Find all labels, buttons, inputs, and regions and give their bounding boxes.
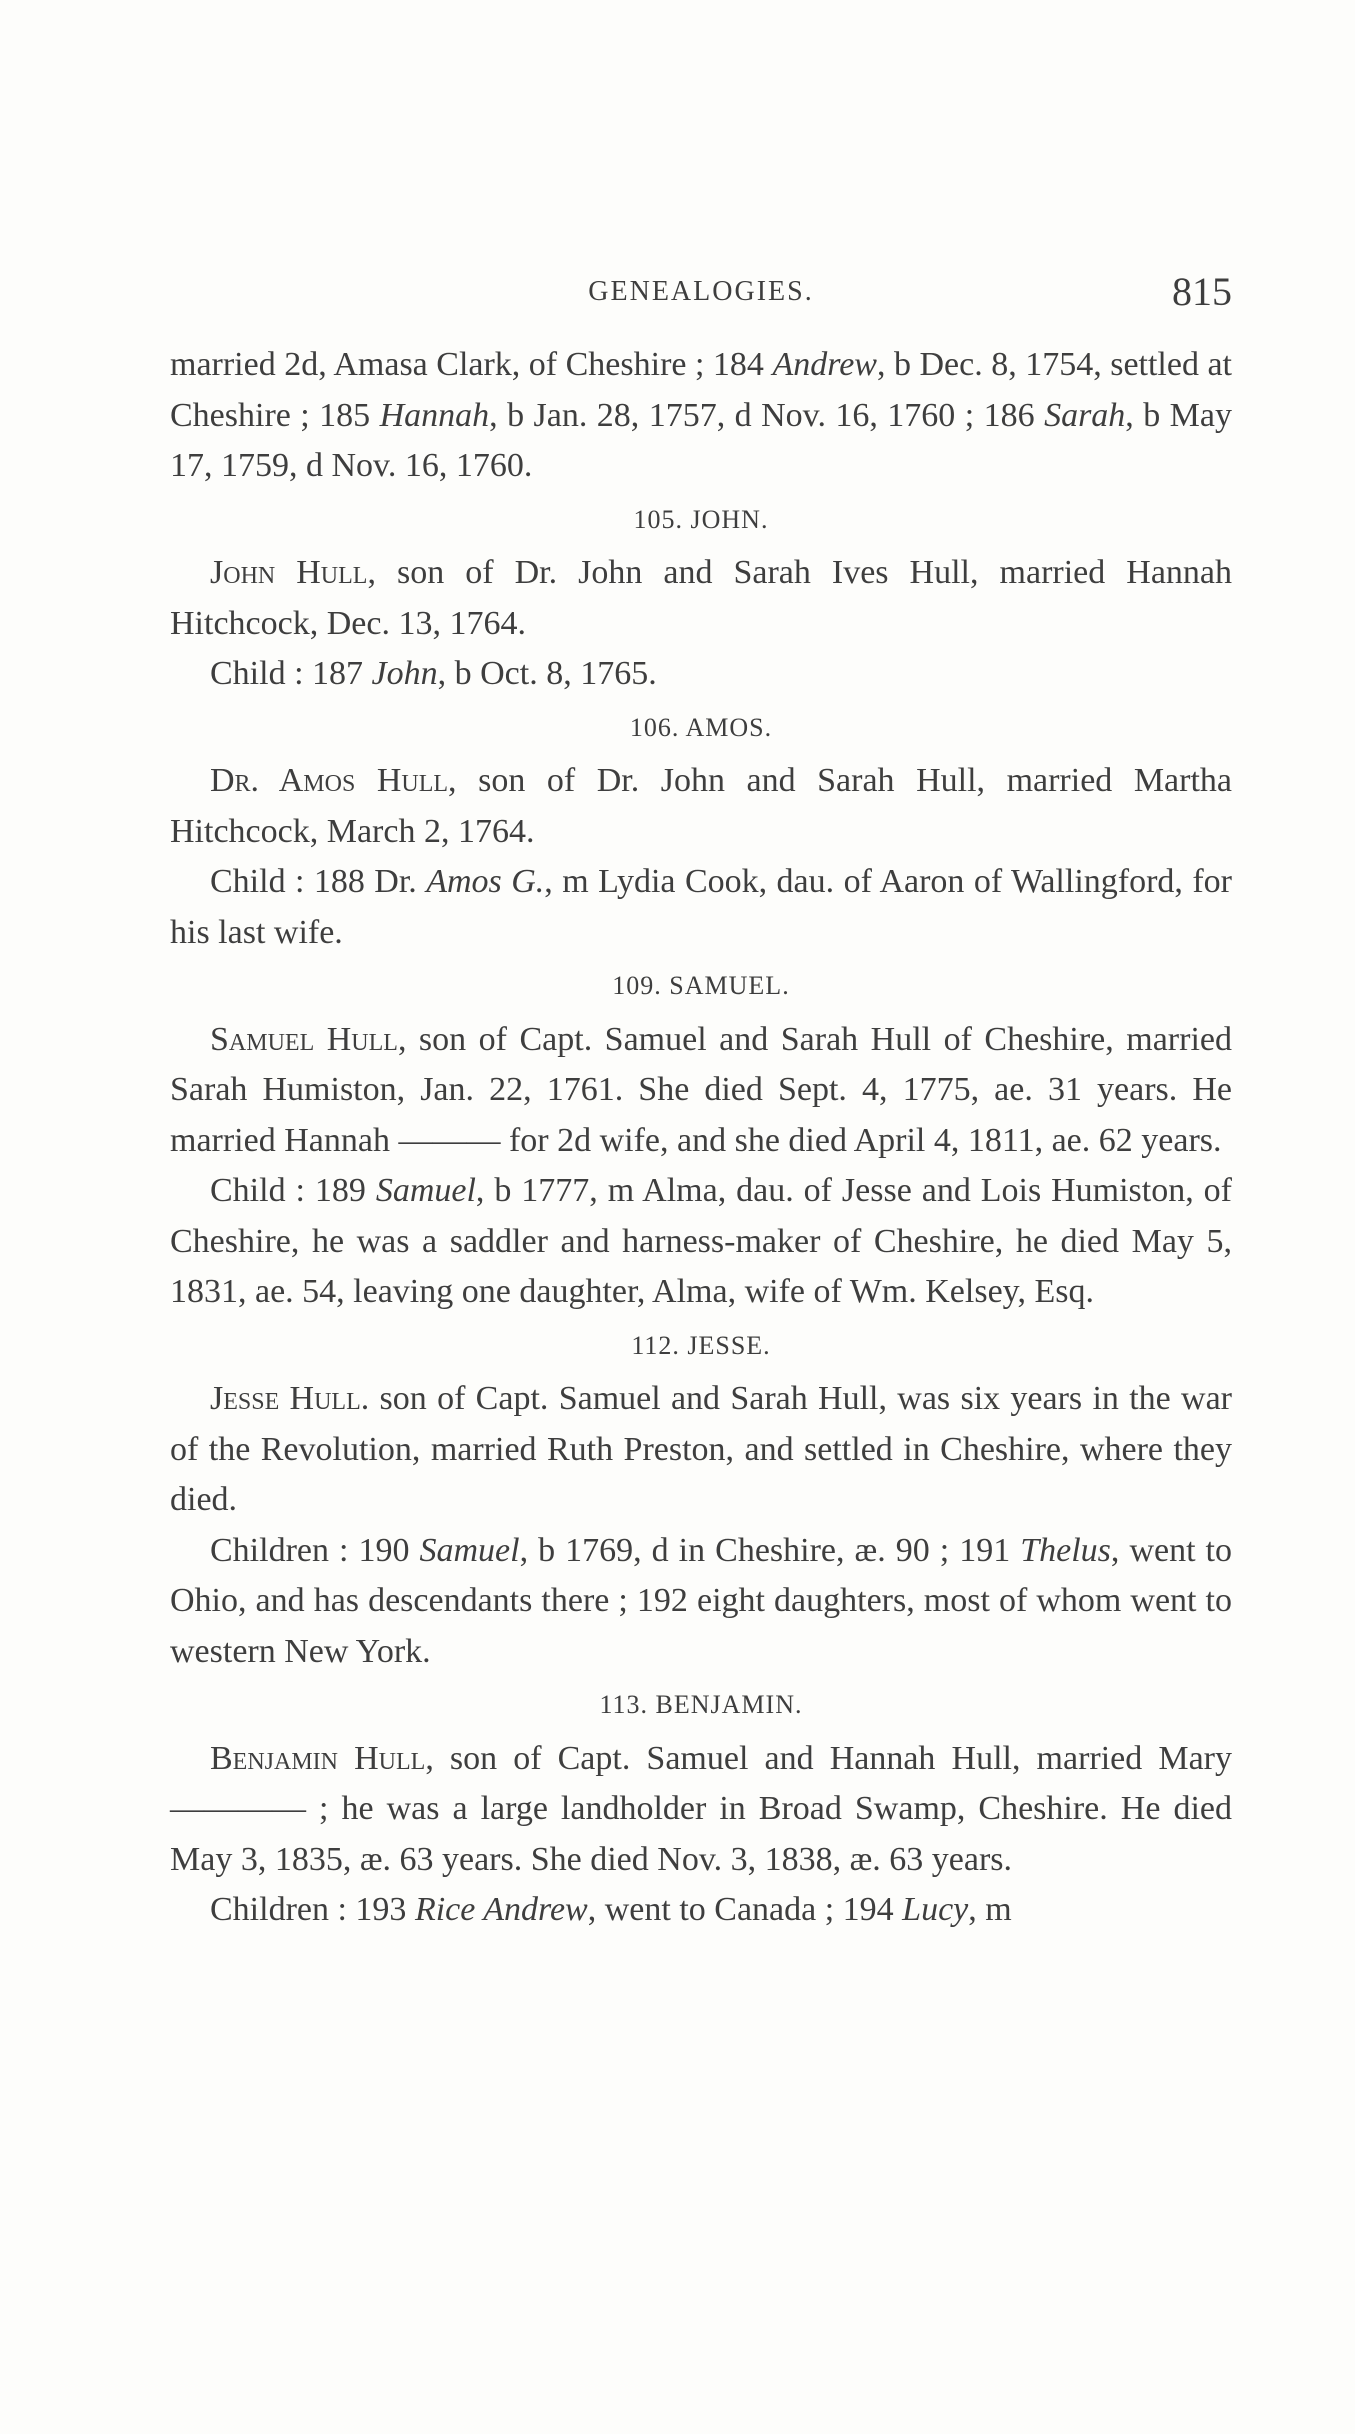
child-name: Sarah <box>1044 396 1126 434</box>
child-name: Lucy <box>902 1891 969 1928</box>
page-body <box>170 340 1232 1936</box>
text-run: , went to Canada ; 194 <box>587 1891 903 1928</box>
person-name: Benjamin Hull <box>210 1739 426 1777</box>
children-paragraph <box>170 1166 1232 1318</box>
section-heading-105: 105. JOHN. <box>633 504 769 534</box>
entry-paragraph <box>170 1015 1232 1167</box>
text-run: Children : 190 <box>210 1531 420 1569</box>
text-run: , b Oct. 8, 1765. <box>437 655 657 692</box>
text-run: Child : 188 Dr. <box>210 863 427 900</box>
text-run: , m Lydia Cook, dau. of Aaron of Wallingford, for his last wife. <box>170 863 1232 951</box>
text-run: , son of Dr. John and Sarah Ives Hull, married Hannah Hitchcock, Dec. 13, 1764. <box>170 554 1233 642</box>
text-run: , b May 17, 1759, d Nov. 16, 1760. <box>170 396 1232 484</box>
page-header <box>170 268 1232 328</box>
section-heading-112: 112. JESSE. <box>631 1330 771 1360</box>
children-paragraph <box>170 1885 1232 1936</box>
text-run: Child : 189 <box>210 1172 376 1209</box>
person-name: Jesse Hull <box>210 1380 361 1417</box>
text-run: , b Jan. 28, 1757, d Nov. 16, 1760 ; 186 <box>489 396 1045 434</box>
child-name: Samuel <box>375 1172 476 1209</box>
section-heading-109: 109. SAMUEL. <box>612 971 790 1000</box>
text-run: , b 1769, d in Cheshire, æ. 90 ; 191 <box>519 1531 1021 1569</box>
entry-paragraph <box>170 1734 1232 1886</box>
entry-paragraph <box>170 1374 1232 1526</box>
text-run: , son of Capt. Samuel and Hannah Hull, married Mary ———— ; he was a large landholder in Broad Swamp, Cheshire. He died May 3, 1835, æ. 63 years. She died Nov. 3, 1838, æ. 63 years. <box>170 1739 1233 1878</box>
section-heading-106: 106. AMOS. <box>629 712 773 742</box>
child-name: Hannah <box>379 396 490 434</box>
child-name: John <box>371 655 438 692</box>
child-name: Amos G. <box>426 863 545 900</box>
page-number: 815 <box>1172 269 1232 314</box>
continuation-paragraph <box>170 340 1232 492</box>
child-name: Andrew <box>772 346 877 383</box>
text-run: Child : 187 <box>210 655 372 692</box>
children-paragraph <box>170 649 1232 700</box>
person-name: Samuel Hull <box>210 1020 398 1058</box>
entry-paragraph <box>170 548 1232 649</box>
text-run: , m <box>968 1891 1012 1928</box>
children-paragraph <box>170 857 1232 958</box>
person-name: John Hull <box>210 554 368 591</box>
text-run: , b Dec. 8, 1754, settled at Cheshire ; 185 <box>170 346 1233 434</box>
text-run: married 2d, Amasa Clark, of Cheshire ; 184 <box>170 346 773 383</box>
text-run: , son of Dr. John and Sarah Hull, married Martha Hitchcock, March 2, 1764. <box>170 762 1233 850</box>
running-head: GENEALOGIES. <box>588 276 814 307</box>
text-run: , went to Ohio, and has descendants there ; 192 eight daughters, most of whom went to western New York. <box>170 1531 1232 1670</box>
child-name: Thelus <box>1020 1531 1111 1569</box>
entry-paragraph <box>170 756 1232 857</box>
section-heading-113: 113. BENJAMIN. <box>599 1690 803 1719</box>
text-run: Children : 193 <box>210 1891 415 1928</box>
text-run: , son of Capt. Samuel and Sarah Hull of Cheshire, married Sarah Humiston, Jan. 22, 1761. She died Sept. 4, 1775, ae. 31 years. He married Hannah ——— for 2d wife, and she died April 4, 1811, ae. 62 years. <box>170 1020 1232 1159</box>
children-paragraph <box>170 1526 1232 1678</box>
child-name: Samuel <box>419 1531 520 1569</box>
child-name: Rice Andrew <box>414 1891 588 1928</box>
text-run: , b 1777, m Alma, dau. of Jesse and Lois Humiston, of Cheshire, he was a saddler and harness-maker of Cheshire, he died May 5, 1831, ae. 54, leaving one daughter, Alma, wife of Wm. Kelsey, Esq. <box>170 1172 1232 1310</box>
person-name: Dr. Amos Hull <box>210 762 449 799</box>
text-run: . son of Capt. Samuel and Sarah Hull, was six years in the war of the Revolution, married Ruth Preston, and settled in Cheshire, where they died. <box>170 1380 1232 1518</box>
